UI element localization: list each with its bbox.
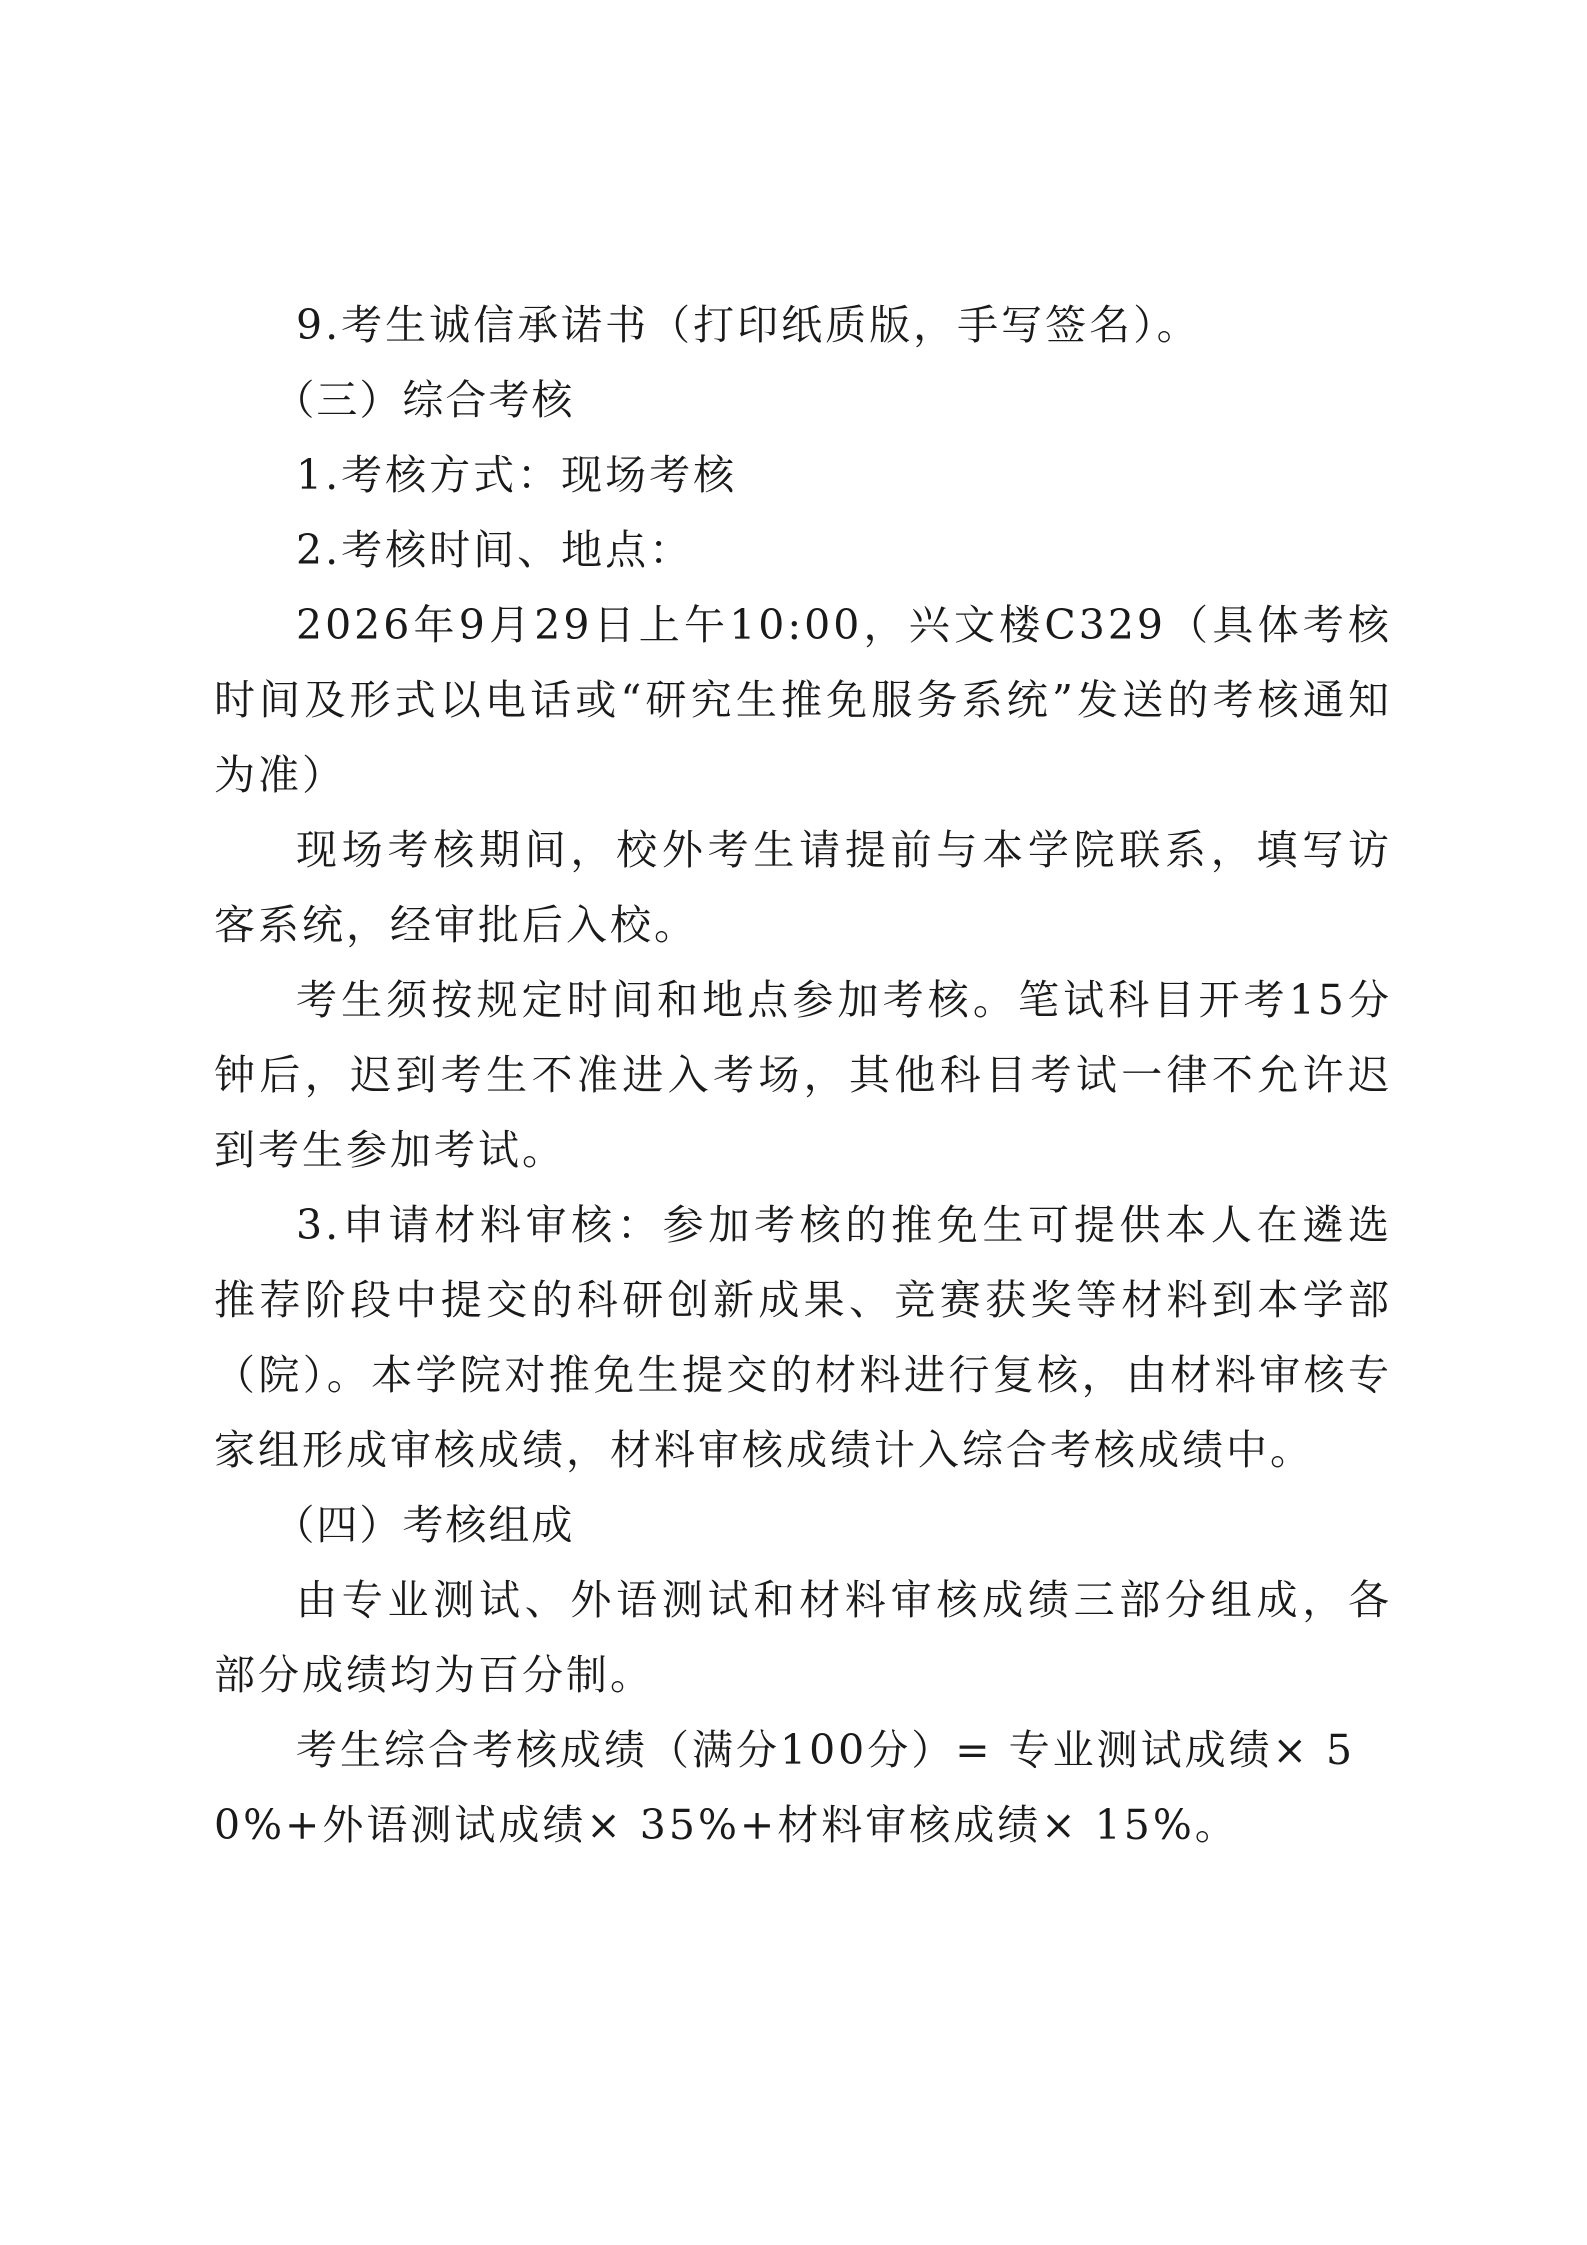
paragraph-item-9: 9.考生诚信承诺书（打印纸质版，手写签名）。 bbox=[296, 301, 1201, 349]
paragraph-late-policy: 考生须按规定时间和地点参加考核。笔试科目开考15分钟后，迟到考生不准进入考场，其他科目考试一律不允许迟到考生参加考试。 bbox=[214, 976, 1392, 1174]
paragraph-exam-time-place-label: 2.考核时间、地点： bbox=[296, 526, 694, 574]
paragraph-score-formula: 考生综合考核成绩（满分100分）= 专业测试成绩× 50%+外语测试成绩× 35%+材料审核成绩× 15%。 bbox=[214, 1726, 1356, 1849]
document-body bbox=[214, 288, 1392, 1863]
section-heading-4: （四）考核组成 bbox=[273, 1501, 575, 1549]
section-heading-3: （三）综合考核 bbox=[273, 376, 575, 424]
paragraph-visitor-notice: 现场考核期间，校外考生请提前与本学院联系，填写访客系统，经审批后入校。 bbox=[214, 826, 1392, 949]
paragraph-material-review: 3.申请材料审核：参加考核的推免生可提供本人在遴选推荐阶段中提交的科研创新成果、竞赛获奖等材料到本学部（院）。本学院对推免生提交的材料进行复核，由材料审核专家组形成审核成绩，材料审核成绩计入综合考核成绩中。 bbox=[214, 1201, 1392, 1474]
paragraph-exam-method: 1.考核方式：现场考核 bbox=[296, 451, 738, 499]
paragraph-exam-time-place: 2026年9月29日上午10:00，兴文楼C329（具体考核时间及形式以电话或“研究生推免服务系统”发送的考核通知为准） bbox=[214, 601, 1392, 799]
paragraph-score-composition: 由专业测试、外语测试和材料审核成绩三部分组成，各部分成绩均为百分制。 bbox=[214, 1576, 1392, 1699]
